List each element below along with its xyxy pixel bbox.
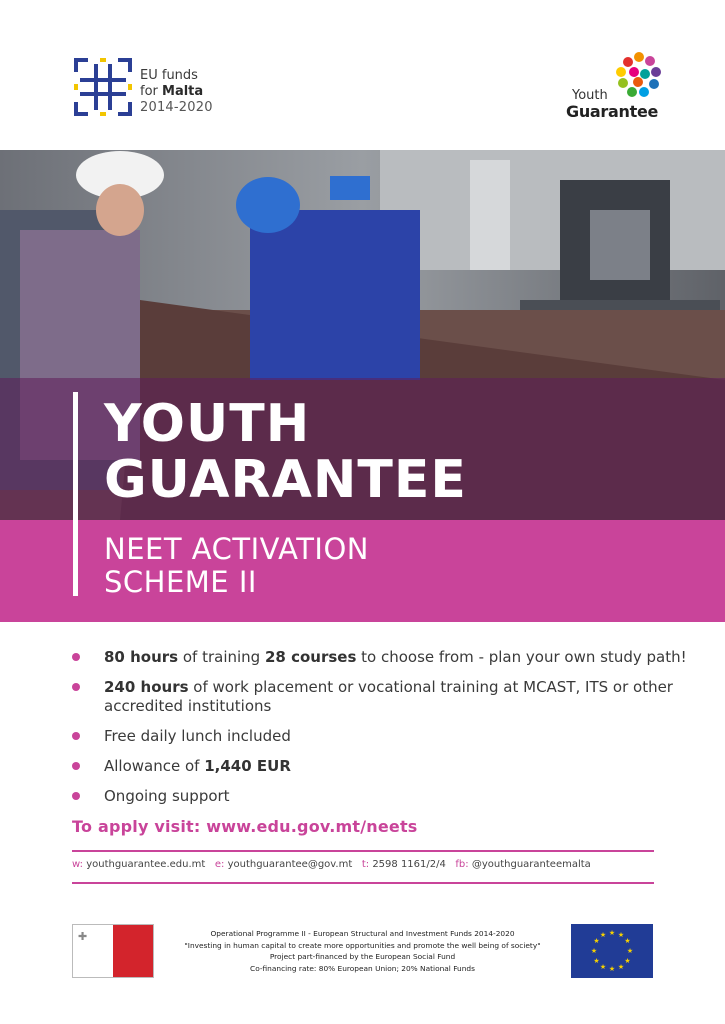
divider [72, 850, 654, 852]
svg-text:★: ★ [624, 937, 631, 945]
hero-subtitle-line2: SCHEME II [104, 565, 257, 599]
svg-text:★: ★ [626, 947, 634, 955]
svg-text:★: ★ [590, 947, 598, 955]
email-link[interactable]: youthguarantee@gov.mt [227, 859, 353, 870]
list-item: 240 hours of work placement or vocational training at MCAST, ITS or other accredited institutions [72, 678, 692, 716]
eu-flag-icon [571, 924, 653, 978]
list-item: 80 hours of training 28 courses to choose from - plan your own study path! [72, 648, 692, 667]
malta-flag-icon [72, 924, 154, 978]
svg-text:★: ★ [599, 963, 607, 971]
bullet-dot-icon [72, 762, 80, 770]
funding-statement [170, 928, 555, 974]
bullet-dot-icon [72, 792, 80, 800]
hero-subtitle-line1: NEET ACTIVATION [104, 532, 369, 566]
eu-funds-logo-mark-icon [74, 58, 132, 116]
george-cross-icon: ✚ [78, 930, 88, 943]
list-item: Free daily lunch included [72, 727, 692, 746]
funding-line1: Operational Programme II - European Structural and Investment Funds 2014-2020 [210, 929, 515, 938]
svg-text:★: ★ [608, 965, 616, 973]
benefits-list [72, 648, 692, 817]
list-item: Allowance of 1,440 EUR [72, 757, 692, 776]
svg-text:★: ★ [593, 937, 600, 945]
funding-line3: Project part-financed by the European Social Fund [269, 952, 456, 961]
svg-text:★: ★ [593, 957, 600, 965]
eu-funds-malta-logo [74, 58, 224, 122]
svg-text:★: ★ [608, 929, 616, 937]
hero-title-line2: GUARANTEE [104, 450, 467, 510]
eu-logo-line2: for Malta [140, 84, 204, 99]
website-link[interactable]: youthguarantee.edu.mt [86, 859, 206, 870]
bullet-dot-icon [72, 732, 80, 740]
list-item: Ongoing support [72, 787, 692, 806]
yg-logo-word-youth: Youth [572, 88, 608, 103]
bullet-dot-icon [72, 683, 80, 691]
funding-line4: Co-financing rate: 80% European Union; 20% National Funds [250, 963, 475, 973]
eu-logo-line1: EU funds [140, 68, 198, 83]
title-accent-bar [73, 392, 78, 596]
hero-title-line1: YOUTH [104, 394, 311, 454]
svg-text:★: ★ [617, 963, 625, 971]
youth-guarantee-logo [560, 50, 670, 120]
svg-text:★: ★ [599, 931, 607, 939]
youth-guarantee-circle-icon [614, 50, 664, 100]
svg-text:★: ★ [617, 931, 625, 939]
facebook-handle[interactable]: @youthguaranteemalta [471, 859, 591, 870]
svg-text:★: ★ [624, 957, 631, 965]
divider [72, 882, 654, 884]
yg-logo-word-guarantee: Guarantee [566, 102, 659, 121]
apply-link[interactable]: To apply visit: www.edu.gov.mt/neets [72, 817, 418, 836]
eu-logo-line3: 2014-2020 [140, 100, 213, 115]
contact-line: w: youthguarantee.edu.mt e: youthguarantee@gov.mt t: 2598 1161/2/4 fb: @youthguaranteemalta [72, 859, 591, 870]
bullet-dot-icon [72, 653, 80, 661]
funding-line2: "Investing in human capital to create more opportunities and promote the well being of society" [184, 940, 541, 950]
phone-number[interactable]: 2598 1161/2/4 [372, 859, 446, 870]
